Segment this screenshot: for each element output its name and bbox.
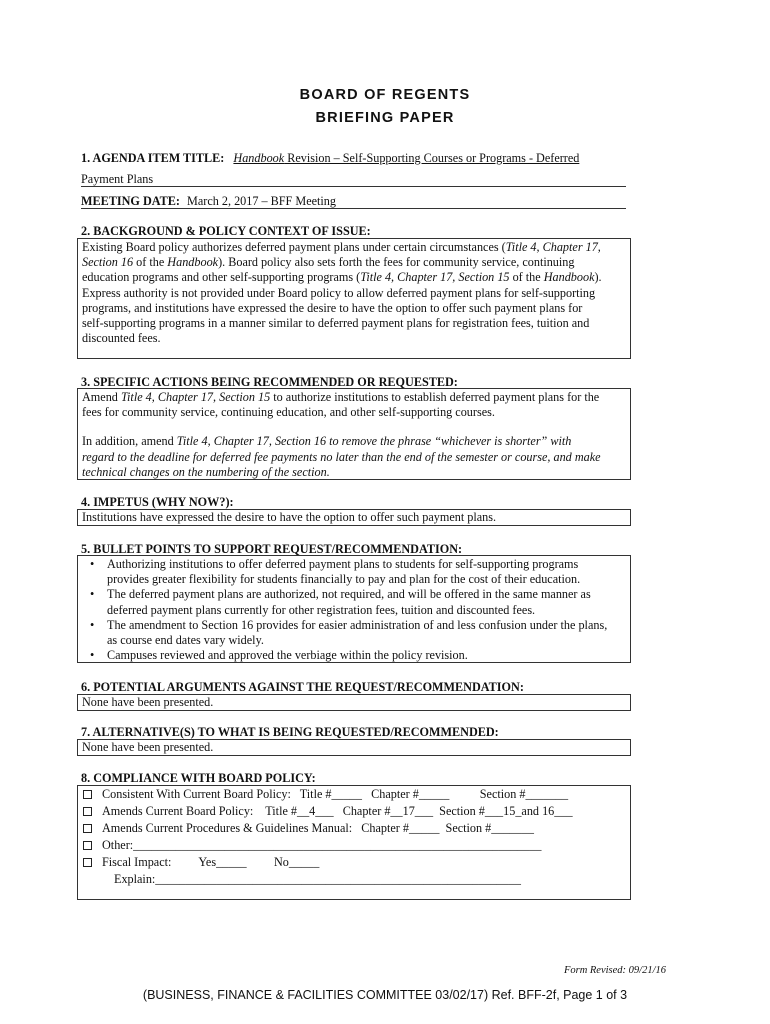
meeting-date-value: March 2, 2017 – BFF Meeting [187, 194, 336, 208]
background-text-line: Express authority is not provided under Board policy to allow deferred payment plans for self-supporting [82, 285, 596, 300]
bullet-item-line: as course end dates vary widely. [107, 633, 264, 648]
impetus-box [77, 509, 631, 526]
compliance-row-fiscal-impact-text: Fiscal Impact: Yes_____ No_____ [102, 855, 320, 869]
agenda-item-label: 1. AGENDA ITEM TITLE: [81, 151, 225, 165]
background-text-line: programs, and institutions have expressed the desire to have the option to offer such payment plans for [82, 300, 583, 315]
checkbox-icon[interactable] [83, 824, 92, 833]
checkbox-icon[interactable] [83, 858, 92, 867]
compliance-heading: 8. COMPLIANCE WITH BOARD POLICY: [81, 771, 316, 785]
form-revised: Form Revised: 09/21/16 [563, 965, 666, 976]
compliance-row-amends-procedures[interactable] [83, 821, 534, 836]
compliance-row-other-text: Other:___________________________________________________________________ [102, 838, 542, 852]
actions-text-line: Amend Title 4, Chapter 17, Section 15 to authorize institutions to establish deferred payment plans for the [82, 390, 600, 404]
bullet-list [80, 557, 628, 663]
meeting-date-label: MEETING DATE: [81, 194, 180, 208]
impetus-heading: 4. IMPETUS (WHY NOW?): [81, 495, 234, 509]
background-text-line: education programs and other self-supporting programs (Title 4, Chapter 17, Section 15 of the Handbook). [82, 270, 602, 285]
arguments-text: None have been presented. [82, 695, 214, 709]
agenda-title-line2-row [81, 172, 626, 187]
bullet-icon: • [90, 557, 95, 571]
actions-text-line: In addition, amend Title 4, Chapter 17, Section 16 to remove the phrase “whichever is shorter” with [82, 434, 572, 449]
compliance-row-fiscal-impact[interactable] [83, 855, 319, 870]
agenda-handbook-word: Handbook [233, 151, 285, 165]
actions-text-line: regard to the deadline for deferred fee payments no later than the end of the semester or course, and make [82, 449, 601, 464]
background-box [77, 238, 631, 359]
compliance-row-amends-policy[interactable] [83, 804, 573, 819]
bullet-item [80, 557, 628, 587]
checkbox-icon[interactable] [83, 790, 92, 799]
background-text-line: self-supporting programs in a manner similar to deferred payment plans for registration fees, tuition and [82, 316, 590, 331]
arguments-box [77, 694, 631, 711]
background-text [82, 240, 626, 346]
document-title: BOARD OF REGENTS [299, 87, 471, 103]
bullet-item-line: provides greater flexibility for students financially to pay and plan for the cost of their education. [107, 572, 581, 587]
bullet-item-line: Authorizing institutions to offer deferred payment plans to students for self-supporting programs [107, 557, 579, 571]
arguments-heading: 6. POTENTIAL ARGUMENTS AGAINST THE REQUEST/RECOMMENDATION: [81, 680, 524, 694]
compliance-explain[interactable]: Explain:____________________________________________________________ [114, 872, 521, 886]
background-text-line: Existing Board policy authorizes deferred payment plans under certain circumstances (Title 4, Chapter 17, [82, 240, 601, 254]
meeting-date-row [81, 194, 626, 209]
compliance-row-consistent-text: Consistent With Current Board Policy: Title #_____ Chapter #_____ Section #_______ [102, 787, 569, 801]
agenda-title-row [81, 151, 626, 166]
alternatives-box [77, 739, 631, 756]
checkbox-icon[interactable] [83, 807, 92, 816]
bullets-heading: 5. BULLET POINTS TO SUPPORT REQUEST/RECOMMENDATION: [81, 542, 463, 556]
bullet-icon: • [90, 648, 95, 663]
background-text-line: Section 16 of the Handbook). Board policy also sets forth the fees for community service, continuing [82, 255, 575, 270]
alternatives-text: None have been presented. [82, 740, 214, 754]
impetus-text: Institutions have expressed the desire to have the option to offer such payment plans. [82, 510, 497, 524]
actions-box [77, 388, 631, 480]
bullet-icon: • [90, 587, 95, 602]
bullet-item-line: The amendment to Section 16 provides for easier administration of and less confusion under the plans, [107, 617, 608, 632]
actions-text-line: technical changes on the numbering of the section. [82, 464, 330, 479]
footer-reference: (BUSINESS, FINANCE & FACILITIES COMMITTEE 03/02/17) Ref. BFF-2f, Page 1 of 3 [142, 988, 628, 1002]
actions-text-line: fees for community service, continuing education, and other self-supporting courses. [82, 405, 495, 420]
background-text-line: discounted fees. [82, 331, 161, 346]
actions-paragraph-1 [82, 390, 626, 420]
alternatives-heading: 7. ALTERNATIVE(S) TO WHAT IS BEING REQUESTED/RECOMMENDED: [81, 725, 499, 739]
bullet-icon: • [90, 617, 95, 632]
bullet-item [80, 648, 628, 663]
bullet-item [80, 587, 628, 617]
agenda-title-value: Revision – Self-Supporting Courses or Programs - Deferred [284, 151, 580, 165]
actions-heading: 3. SPECIFIC ACTIONS BEING RECOMMENDED OR REQUESTED: [81, 375, 458, 389]
bullet-item-line: deferred payment plans currently for other registration fees, tuition and discounted fees. [107, 602, 536, 617]
checkbox-icon[interactable] [83, 841, 92, 850]
compliance-row-amends-policy-text: Amends Current Board Policy: Title #__4___ Chapter #__17___ Section #___15_and 16___ [102, 804, 573, 818]
compliance-row-consistent[interactable] [83, 787, 568, 802]
background-heading: 2. BACKGROUND & POLICY CONTEXT OF ISSUE: [81, 224, 371, 238]
document-subtitle: BRIEFING PAPER [315, 110, 455, 126]
bullets-box [77, 555, 631, 663]
actions-paragraph-2 [82, 434, 626, 480]
compliance-row-amends-procedures-text: Amends Current Procedures & Guidelines Manual: Chapter #_____ Section #_______ [102, 821, 534, 835]
compliance-box [77, 785, 631, 900]
bullet-item-line: Campuses reviewed and approved the verbiage within the policy revision. [107, 648, 468, 663]
bullet-item [80, 618, 628, 648]
compliance-row-other[interactable] [83, 838, 541, 853]
agenda-title-line2: Payment Plans [81, 172, 154, 186]
bullet-item-line: The deferred payment plans are authorized, not required, and will be offered in the same manner as [107, 587, 591, 602]
